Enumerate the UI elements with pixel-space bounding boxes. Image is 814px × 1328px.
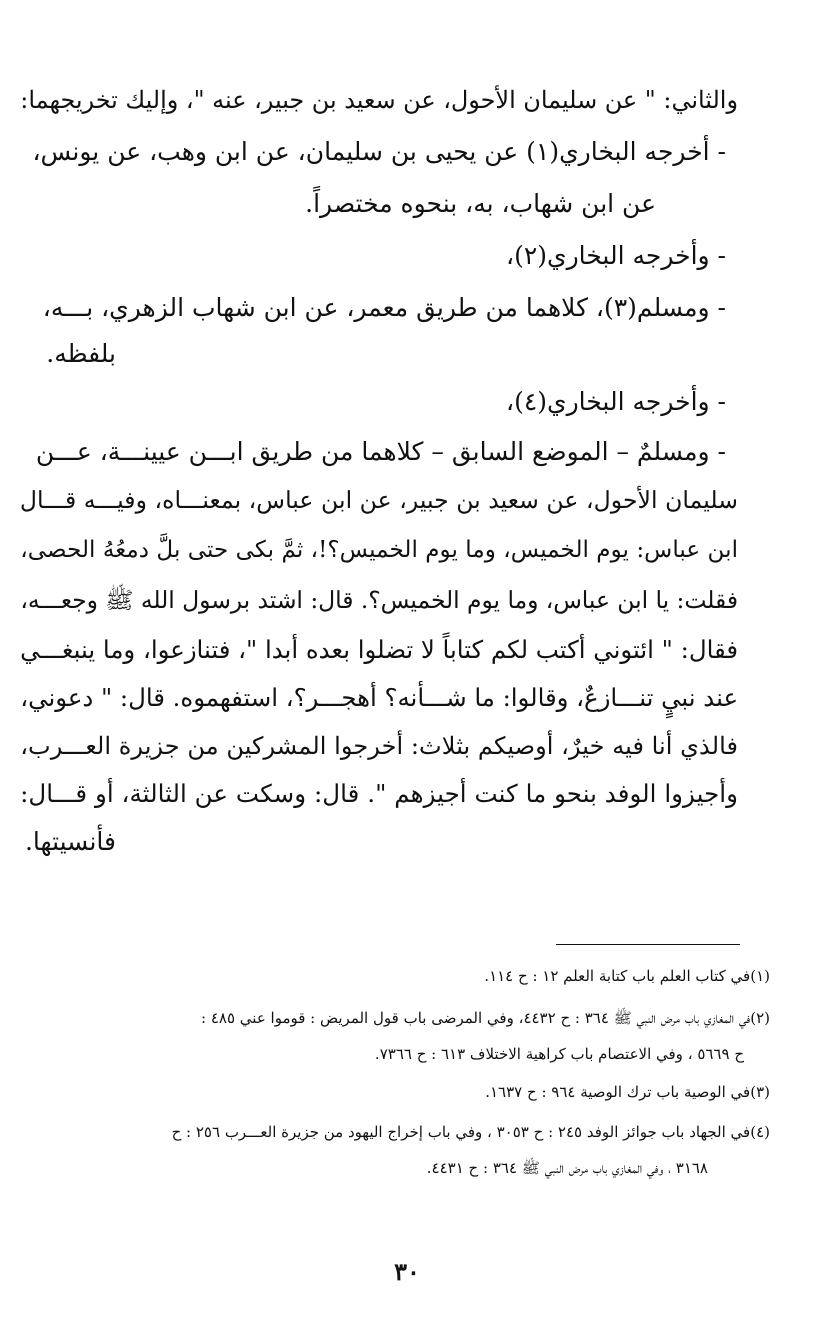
body-line-1: والثاني: " عن سليمان الأحول، عن سعيد بن جبير، عنه "، وإليك تخريجهما:	[20, 86, 738, 114]
body-line-9: سليمان الأحول، عن سعيد بن جبير، عن ابن عباس، بمعنـــاه، وفيـــه قـــال	[19, 486, 738, 514]
footnote-4: (٤)في الجهاد باب جوائز الوفد ٢٤٥ : ح ٣٠٥٣ ، وفي باب إخراج اليهود من جزيرة العـــرب ٢٥٦ : ح	[171, 1123, 770, 1141]
body-line-15: وأجيزوا الوفد بنحو ما كنت أجيزهم ". قال: وسكت عن الثالثة، أو قـــال:	[20, 779, 738, 808]
body-line-11: فقلت: يا ابن عباس، وما يوم الخميس؟. قال: اشتد برسول الله ﷺ وجعـــه،	[20, 586, 738, 614]
footnote-4-cont: ٣١٦٨ ، وفي المغازي باب مرض النبي ﷺ ٣٦٤ : ح ٤٤٣١.	[426, 1159, 708, 1177]
body-line-5: - ومسلم(٣)، كلاهما من طريق معمر، عن ابن شهاب الزهري، بـــه،	[42, 293, 726, 322]
body-line-2: - أخرجه البخاري(١) عن يحيى بن سليمان، عن ابن وهب، عن يونس،	[32, 137, 726, 166]
body-line-10: ابن عباس: يوم الخميس، وما يوم الخميس؟!، ثمَّ بكى حتى بلَّ دمعُهُ الحصى،	[20, 537, 738, 563]
footnote-1: (١)في كتاب العلم باب كتابة العلم ١٢ : ح ١١٤.	[484, 967, 770, 985]
footnote-2: (٢)في المغازي باب مرض النبي ﷺ ٣٦٤ : ح ٤٤٣٢، وفي المرضى باب قول المريض : قوموا عني ٤٨٥ :	[201, 1009, 770, 1027]
body-line-3: عن ابن شهاب، به، بنحوه مختصراً.	[305, 189, 656, 218]
body-line-16: فأنسيتها.	[24, 827, 116, 856]
body-line-7: - وأخرجه البخاري(٤)،	[506, 387, 726, 416]
body-line-6: بلفظه.	[46, 339, 116, 368]
page-number: ٣٠	[394, 1257, 420, 1286]
footnote-3: (٣)في الوصية باب ترك الوصية ٩٦٤ : ح ١٦٣٧.	[485, 1083, 770, 1101]
footnote-separator	[556, 944, 740, 945]
body-line-12: فقال: " ائتوني أكتب لكم كتاباً لا تضلوا بعده أبدا "، فتنازعوا، وما ينبغـــي	[20, 635, 738, 664]
body-line-8: - ومسلمٌ – الموضع السابق – كلاهما من طريق ابـــن عيينـــة، عـــن	[35, 437, 726, 466]
body-line-13: عند نبيٍ تنـــازعٌ، وقالوا: ما شـــأنه؟ أهجـــر؟، استفهموه. قال: " دعوني،	[20, 683, 738, 712]
body-line-4: - وأخرجه البخاري(٢)،	[506, 241, 726, 270]
footnote-2-cont: ح ٥٦٦٩ ، وفي الاعتصام باب كراهية الاختلاف ٦١٣ : ح ٧٣٦٦.	[374, 1045, 744, 1063]
body-line-14: فالذي أنا فيه خيرٌ، أوصيكم بثلاث: أخرجوا المشركين من جزيرة العـــرب،	[20, 732, 738, 760]
